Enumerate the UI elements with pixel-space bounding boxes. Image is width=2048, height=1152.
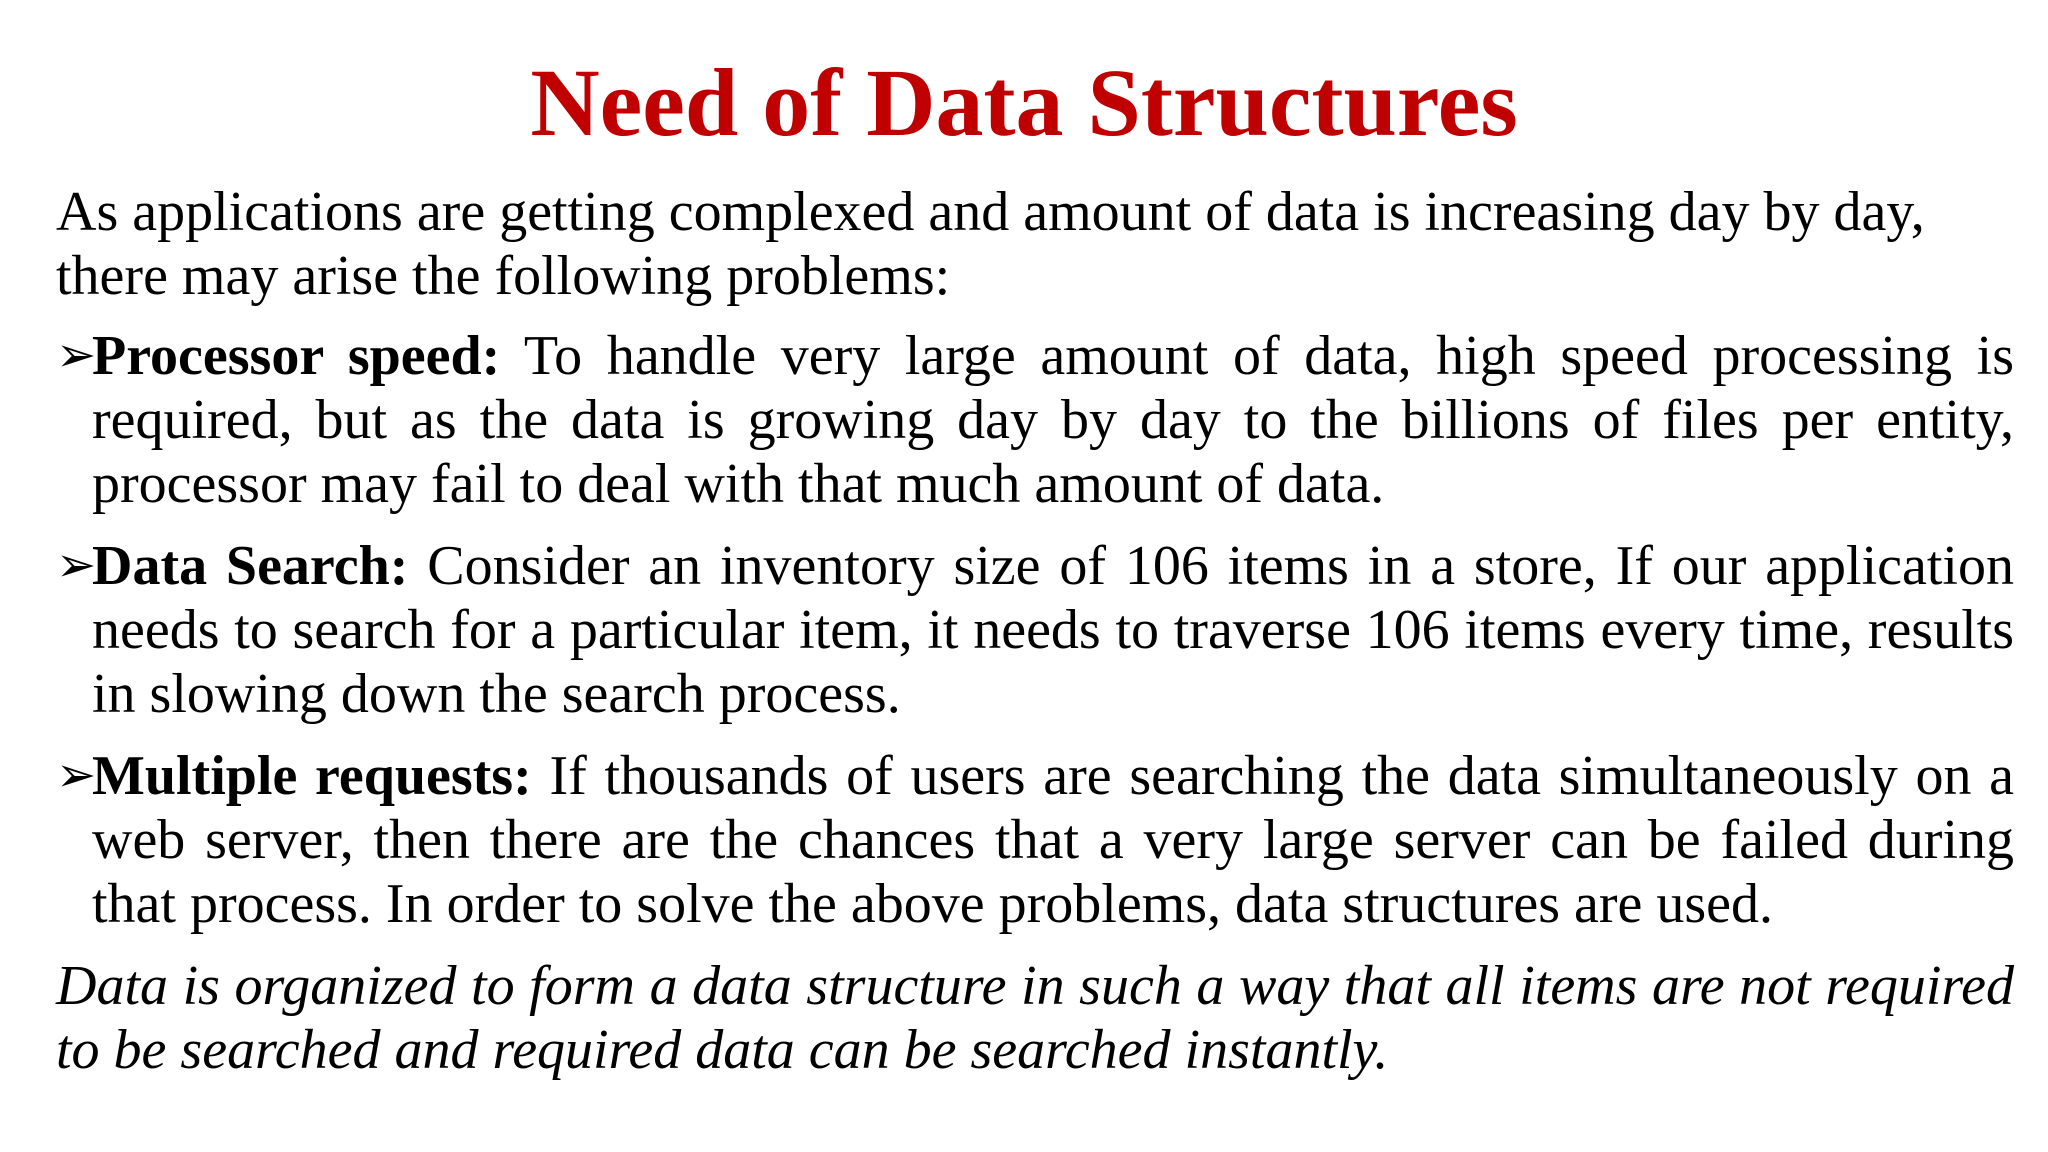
bullet-text: To handle very large amount of data, high speed processing is required, but as the data is growing day by day to the billions of files per entity, processor may fail to deal with that much amount of data. [92,325,2014,515]
bullet-text: Consider an inventory size of 106 items in a store, If our application needs to search for a particular item, it needs to traverse 106 items every time, results in slowing down the search process. [92,535,2014,725]
bullet-heading: Data Search: [92,535,409,597]
arrow-bullet-icon: ➢ [56,539,97,592]
bullet-data-search [56,534,2014,726]
intro-paragraph: As applications are getting complexed and amount of data is increasing day by day, there may arise the following problems: [56,181,1925,307]
bullet-heading: Multiple requests: [92,745,532,807]
bullet-text: If thousands of users are searching the data simultaneously on a web server, then there are the chances that a very large server can be failed during that process. In order to solve the above problems, data structures are used. [92,745,2014,935]
arrow-bullet-icon: ➢ [56,749,97,802]
slide-body [56,180,2014,1082]
slide-title: Need of Data Structures [530,49,1518,156]
bullet-multiple-requests [56,744,2014,936]
arrow-bullet-icon: ➢ [56,329,97,382]
bullet-processor-speed [56,324,2014,516]
bullet-heading: Processor speed: [92,325,501,387]
closing-statement: Data is organized to form a data structure in such a way that all items are not required to be searched and required data can be searched instantly. [56,955,2014,1081]
